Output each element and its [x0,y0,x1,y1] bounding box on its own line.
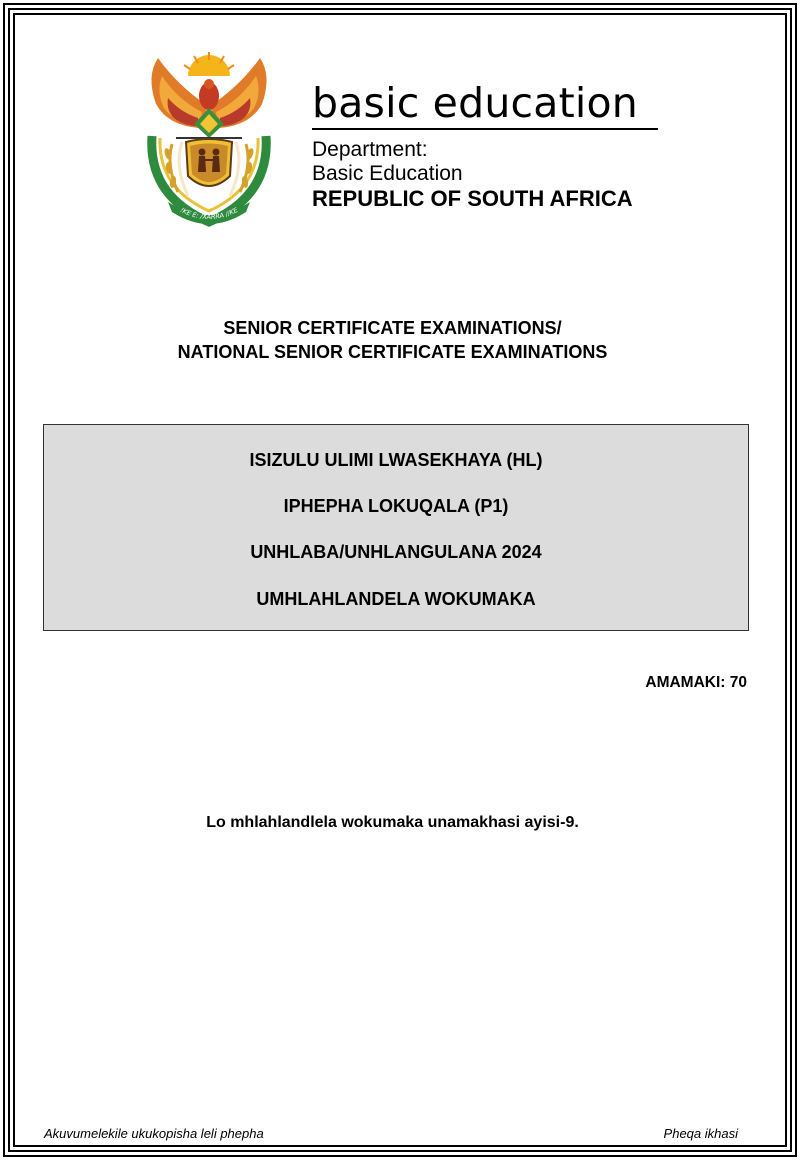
turn-page-note: Pheqa ikhasi [663,1126,738,1141]
department-name: Basic Education [312,162,463,185]
page-count-note: Lo mhlahlandlela wokumaka unamakhasi ayisi-9. [206,814,579,831]
document-type: UMHLAHLANDELA WOKUMAKA [256,589,536,609]
coat-of-arms-icon [138,46,280,228]
exam-heading-line-2: NATIONAL SENIOR CERTIFICATE EXAMINATIONS [177,342,608,362]
department-branding [312,78,662,212]
copyright-notice: Akuvumelekile ukukopisha leli phepha [44,1126,264,1141]
country-name: REPUBLIC OF SOUTH AFRICA [312,186,633,211]
exam-heading-line-1: SENIOR CERTIFICATE EXAMINATIONS/ [223,318,562,338]
brand-title: basic education [312,79,638,127]
paper-number: IPHEPHA LOKUQALA (P1) [283,496,509,516]
total-marks: AMAMAKI: 70 [645,674,747,691]
department-label: Department: [312,138,428,161]
emblem-motto: !KE E: /XARRA //KE [178,205,240,222]
brand-divider [312,128,658,130]
subject-box [43,424,749,631]
subject-title: ISIZULU ULIMI LWASEKHAYA (HL) [249,450,543,470]
exam-heading [0,316,785,364]
exam-session: UNHLABA/UNHLANGULANA 2024 [250,542,542,562]
